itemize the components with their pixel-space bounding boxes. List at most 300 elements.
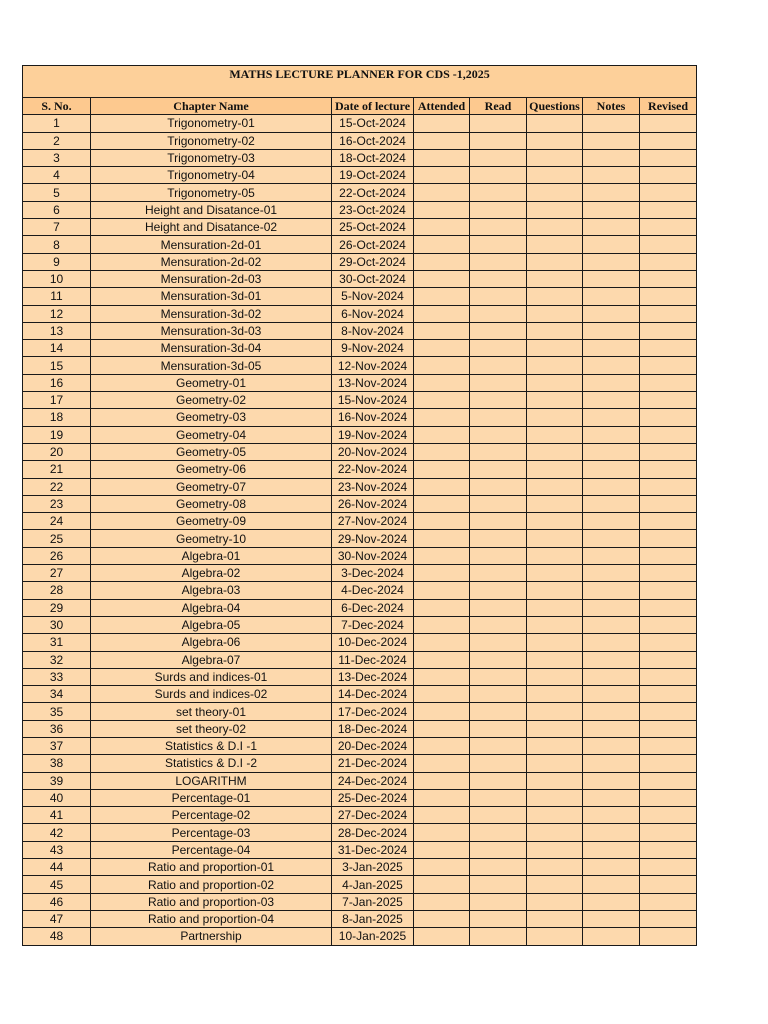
cell-questions[interactable]	[527, 288, 583, 305]
cell-read[interactable]	[470, 149, 527, 166]
cell-revised[interactable]	[640, 547, 697, 564]
cell-sno: 47	[23, 910, 91, 927]
cell-revised[interactable]	[640, 495, 697, 512]
cell-read[interactable]	[470, 737, 527, 754]
cell-read[interactable]	[470, 495, 527, 512]
cell-questions[interactable]	[527, 409, 583, 426]
cell-read[interactable]	[470, 634, 527, 651]
cell-notes[interactable]	[583, 859, 640, 876]
cell-revised[interactable]	[640, 841, 697, 858]
cell-notes[interactable]	[583, 288, 640, 305]
cell-chapter-name: Algebra-01	[91, 547, 332, 564]
cell-questions[interactable]	[527, 305, 583, 322]
cell-read[interactable]	[470, 824, 527, 841]
cell-date-of-lecture: 4-Jan-2025	[332, 876, 414, 893]
cell-attended[interactable]	[414, 357, 470, 374]
cell-notes[interactable]	[583, 530, 640, 547]
cell-sno: 15	[23, 357, 91, 374]
cell-attended[interactable]	[414, 686, 470, 703]
table-row	[23, 392, 697, 409]
cell-questions[interactable]	[527, 634, 583, 651]
cell-notes[interactable]	[583, 599, 640, 616]
cell-read[interactable]	[470, 219, 527, 236]
cell-revised[interactable]	[640, 374, 697, 391]
cell-attended[interactable]	[414, 599, 470, 616]
cell-notes[interactable]	[583, 322, 640, 339]
cell-questions[interactable]	[527, 530, 583, 547]
cell-revised[interactable]	[640, 132, 697, 149]
cell-chapter-name: Trigonometry-05	[91, 184, 332, 201]
cell-questions[interactable]	[527, 392, 583, 409]
cell-questions[interactable]	[527, 893, 583, 910]
cell-attended[interactable]	[414, 149, 470, 166]
cell-attended[interactable]	[414, 893, 470, 910]
cell-questions[interactable]	[527, 547, 583, 564]
cell-attended[interactable]	[414, 443, 470, 460]
cell-attended[interactable]	[414, 616, 470, 633]
cell-notes[interactable]	[583, 789, 640, 806]
cell-questions[interactable]	[527, 426, 583, 443]
cell-revised[interactable]	[640, 755, 697, 772]
table-row	[23, 686, 697, 703]
cell-revised[interactable]	[640, 859, 697, 876]
cell-read[interactable]	[470, 893, 527, 910]
table-row	[23, 876, 697, 893]
cell-revised[interactable]	[640, 686, 697, 703]
cell-notes[interactable]	[583, 807, 640, 824]
cell-notes[interactable]	[583, 357, 640, 374]
cell-attended[interactable]	[414, 789, 470, 806]
table-row	[23, 634, 697, 651]
cell-revised[interactable]	[640, 426, 697, 443]
cell-notes[interactable]	[583, 720, 640, 737]
cell-notes[interactable]	[583, 772, 640, 789]
cell-revised[interactable]	[640, 824, 697, 841]
cell-revised[interactable]	[640, 876, 697, 893]
cell-notes[interactable]	[583, 616, 640, 633]
cell-read[interactable]	[470, 841, 527, 858]
cell-notes[interactable]	[583, 686, 640, 703]
cell-attended[interactable]	[414, 426, 470, 443]
cell-read[interactable]	[470, 409, 527, 426]
cell-attended[interactable]	[414, 236, 470, 253]
cell-read[interactable]	[470, 392, 527, 409]
cell-questions[interactable]	[527, 115, 583, 132]
cell-revised[interactable]	[640, 167, 697, 184]
cell-revised[interactable]	[640, 910, 697, 927]
cell-date-of-lecture: 10-Jan-2025	[332, 928, 414, 945]
cell-read[interactable]	[470, 132, 527, 149]
cell-notes[interactable]	[583, 219, 640, 236]
cell-read[interactable]	[470, 720, 527, 737]
cell-date-of-lecture: 18-Dec-2024	[332, 720, 414, 737]
cell-chapter-name: set theory-01	[91, 703, 332, 720]
cell-notes[interactable]	[583, 115, 640, 132]
cell-attended[interactable]	[414, 132, 470, 149]
cell-questions[interactable]	[527, 789, 583, 806]
cell-read[interactable]	[470, 253, 527, 270]
cell-questions[interactable]	[527, 859, 583, 876]
cell-read[interactable]	[470, 184, 527, 201]
cell-chapter-name: Partnership	[91, 928, 332, 945]
table-body	[23, 115, 697, 945]
cell-sno: 39	[23, 772, 91, 789]
cell-read[interactable]	[470, 288, 527, 305]
cell-read[interactable]	[470, 115, 527, 132]
cell-notes[interactable]	[583, 409, 640, 426]
cell-read[interactable]	[470, 305, 527, 322]
cell-chapter-name: Trigonometry-01	[91, 115, 332, 132]
cell-chapter-name: Mensuration-3d-01	[91, 288, 332, 305]
cell-attended[interactable]	[414, 513, 470, 530]
cell-date-of-lecture: 20-Nov-2024	[332, 443, 414, 460]
cell-questions[interactable]	[527, 443, 583, 460]
cell-read[interactable]	[470, 703, 527, 720]
cell-attended[interactable]	[414, 737, 470, 754]
cell-revised[interactable]	[640, 270, 697, 287]
cell-date-of-lecture: 16-Nov-2024	[332, 409, 414, 426]
cell-notes[interactable]	[583, 582, 640, 599]
cell-read[interactable]	[470, 582, 527, 599]
cell-sno: 22	[23, 478, 91, 495]
cell-questions[interactable]	[527, 599, 583, 616]
cell-attended[interactable]	[414, 270, 470, 287]
cell-read[interactable]	[470, 859, 527, 876]
cell-questions[interactable]	[527, 565, 583, 582]
cell-read[interactable]	[470, 565, 527, 582]
cell-revised[interactable]	[640, 789, 697, 806]
cell-revised[interactable]	[640, 340, 697, 357]
cell-attended[interactable]	[414, 305, 470, 322]
table-row	[23, 703, 697, 720]
cell-notes[interactable]	[583, 184, 640, 201]
cell-attended[interactable]	[414, 201, 470, 218]
cell-attended[interactable]	[414, 219, 470, 236]
cell-revised[interactable]	[640, 530, 697, 547]
table-row	[23, 253, 697, 270]
cell-chapter-name: Trigonometry-03	[91, 149, 332, 166]
cell-notes[interactable]	[583, 253, 640, 270]
cell-notes[interactable]	[583, 374, 640, 391]
cell-revised[interactable]	[640, 253, 697, 270]
cell-notes[interactable]	[583, 236, 640, 253]
cell-read[interactable]	[470, 755, 527, 772]
cell-questions[interactable]	[527, 184, 583, 201]
cell-attended[interactable]	[414, 634, 470, 651]
cell-attended[interactable]	[414, 547, 470, 564]
cell-read[interactable]	[470, 270, 527, 287]
cell-attended[interactable]	[414, 876, 470, 893]
header-row	[23, 98, 697, 115]
cell-sno: 19	[23, 426, 91, 443]
cell-revised[interactable]	[640, 357, 697, 374]
cell-notes[interactable]	[583, 478, 640, 495]
cell-date-of-lecture: 8-Jan-2025	[332, 910, 414, 927]
cell-attended[interactable]	[414, 859, 470, 876]
cell-date-of-lecture: 13-Dec-2024	[332, 668, 414, 685]
cell-read[interactable]	[470, 236, 527, 253]
cell-read[interactable]	[470, 686, 527, 703]
cell-attended[interactable]	[414, 928, 470, 945]
cell-revised[interactable]	[640, 149, 697, 166]
cell-questions[interactable]	[527, 651, 583, 668]
cell-revised[interactable]	[640, 322, 697, 339]
cell-notes[interactable]	[583, 513, 640, 530]
cell-questions[interactable]	[527, 478, 583, 495]
cell-read[interactable]	[470, 928, 527, 945]
cell-read[interactable]	[470, 167, 527, 184]
cell-revised[interactable]	[640, 461, 697, 478]
cell-date-of-lecture: 3-Jan-2025	[332, 859, 414, 876]
cell-attended[interactable]	[414, 910, 470, 927]
cell-attended[interactable]	[414, 340, 470, 357]
cell-questions[interactable]	[527, 824, 583, 841]
cell-sno: 1	[23, 115, 91, 132]
cell-chapter-name: Mensuration-2d-01	[91, 236, 332, 253]
cell-notes[interactable]	[583, 634, 640, 651]
cell-questions[interactable]	[527, 616, 583, 633]
cell-revised[interactable]	[640, 616, 697, 633]
cell-revised[interactable]	[640, 582, 697, 599]
cell-attended[interactable]	[414, 374, 470, 391]
cell-read[interactable]	[470, 322, 527, 339]
cell-revised[interactable]	[640, 305, 697, 322]
cell-notes[interactable]	[583, 910, 640, 927]
cell-read[interactable]	[470, 772, 527, 789]
cell-revised[interactable]	[640, 807, 697, 824]
cell-chapter-name: Ratio and proportion-04	[91, 910, 332, 927]
cell-questions[interactable]	[527, 686, 583, 703]
cell-questions[interactable]	[527, 703, 583, 720]
cell-chapter-name: Percentage-04	[91, 841, 332, 858]
cell-notes[interactable]	[583, 443, 640, 460]
cell-notes[interactable]	[583, 149, 640, 166]
cell-notes[interactable]	[583, 565, 640, 582]
cell-chapter-name: Algebra-04	[91, 599, 332, 616]
cell-revised[interactable]	[640, 565, 697, 582]
table-row	[23, 582, 697, 599]
cell-questions[interactable]	[527, 668, 583, 685]
cell-revised[interactable]	[640, 703, 697, 720]
cell-date-of-lecture: 17-Dec-2024	[332, 703, 414, 720]
table-row	[23, 859, 697, 876]
cell-chapter-name: Statistics & D.I -1	[91, 737, 332, 754]
cell-notes[interactable]	[583, 495, 640, 512]
table-row	[23, 720, 697, 737]
cell-read[interactable]	[470, 789, 527, 806]
cell-date-of-lecture: 15-Oct-2024	[332, 115, 414, 132]
cell-notes[interactable]	[583, 340, 640, 357]
cell-notes[interactable]	[583, 737, 640, 754]
cell-read[interactable]	[470, 910, 527, 927]
cell-revised[interactable]	[640, 201, 697, 218]
cell-notes[interactable]	[583, 270, 640, 287]
cell-notes[interactable]	[583, 651, 640, 668]
cell-revised[interactable]	[640, 737, 697, 754]
cell-attended[interactable]	[414, 392, 470, 409]
cell-questions[interactable]	[527, 910, 583, 927]
cell-notes[interactable]	[583, 824, 640, 841]
cell-questions[interactable]	[527, 149, 583, 166]
cell-attended[interactable]	[414, 478, 470, 495]
cell-questions[interactable]	[527, 737, 583, 754]
cell-notes[interactable]	[583, 392, 640, 409]
cell-questions[interactable]	[527, 841, 583, 858]
cell-read[interactable]	[470, 530, 527, 547]
cell-notes[interactable]	[583, 167, 640, 184]
cell-questions[interactable]	[527, 720, 583, 737]
cell-attended[interactable]	[414, 582, 470, 599]
cell-sno: 36	[23, 720, 91, 737]
cell-revised[interactable]	[640, 288, 697, 305]
cell-read[interactable]	[470, 668, 527, 685]
cell-attended[interactable]	[414, 495, 470, 512]
cell-questions[interactable]	[527, 340, 583, 357]
cell-notes[interactable]	[583, 201, 640, 218]
cell-sno: 2	[23, 132, 91, 149]
cell-notes[interactable]	[583, 668, 640, 685]
cell-notes[interactable]	[583, 876, 640, 893]
cell-notes[interactable]	[583, 893, 640, 910]
cell-read[interactable]	[470, 426, 527, 443]
cell-read[interactable]	[470, 651, 527, 668]
cell-read[interactable]	[470, 461, 527, 478]
cell-revised[interactable]	[640, 720, 697, 737]
cell-read[interactable]	[470, 513, 527, 530]
cell-attended[interactable]	[414, 651, 470, 668]
cell-attended[interactable]	[414, 755, 470, 772]
cell-questions[interactable]	[527, 322, 583, 339]
cell-questions[interactable]	[527, 772, 583, 789]
cell-notes[interactable]	[583, 755, 640, 772]
cell-read[interactable]	[470, 616, 527, 633]
header-attended: Attended	[414, 98, 470, 115]
cell-date-of-lecture: 29-Nov-2024	[332, 530, 414, 547]
cell-revised[interactable]	[640, 443, 697, 460]
cell-attended[interactable]	[414, 841, 470, 858]
table-row	[23, 409, 697, 426]
cell-chapter-name: Ratio and proportion-03	[91, 893, 332, 910]
cell-sno: 11	[23, 288, 91, 305]
cell-revised[interactable]	[640, 478, 697, 495]
cell-attended[interactable]	[414, 703, 470, 720]
cell-revised[interactable]	[640, 668, 697, 685]
table-row	[23, 928, 697, 945]
cell-questions[interactable]	[527, 807, 583, 824]
cell-notes[interactable]	[583, 461, 640, 478]
cell-read[interactable]	[470, 876, 527, 893]
cell-notes[interactable]	[583, 132, 640, 149]
cell-questions[interactable]	[527, 876, 583, 893]
cell-read[interactable]	[470, 443, 527, 460]
cell-sno: 23	[23, 495, 91, 512]
cell-questions[interactable]	[527, 236, 583, 253]
cell-revised[interactable]	[640, 772, 697, 789]
cell-sno: 38	[23, 755, 91, 772]
cell-notes[interactable]	[583, 305, 640, 322]
cell-read[interactable]	[470, 599, 527, 616]
cell-revised[interactable]	[640, 513, 697, 530]
table-row	[23, 270, 697, 287]
cell-revised[interactable]	[640, 219, 697, 236]
cell-questions[interactable]	[527, 201, 583, 218]
cell-attended[interactable]	[414, 253, 470, 270]
cell-attended[interactable]	[414, 167, 470, 184]
table-row	[23, 824, 697, 841]
cell-questions[interactable]	[527, 374, 583, 391]
cell-questions[interactable]	[527, 167, 583, 184]
cell-revised[interactable]	[640, 651, 697, 668]
cell-read[interactable]	[470, 478, 527, 495]
cell-revised[interactable]	[640, 599, 697, 616]
cell-sno: 35	[23, 703, 91, 720]
cell-date-of-lecture: 24-Dec-2024	[332, 772, 414, 789]
cell-revised[interactable]	[640, 115, 697, 132]
cell-read[interactable]	[470, 201, 527, 218]
cell-questions[interactable]	[527, 270, 583, 287]
cell-attended[interactable]	[414, 184, 470, 201]
cell-chapter-name: Geometry-10	[91, 530, 332, 547]
cell-date-of-lecture: 6-Nov-2024	[332, 305, 414, 322]
cell-revised[interactable]	[640, 392, 697, 409]
cell-read[interactable]	[470, 547, 527, 564]
cell-questions[interactable]	[527, 461, 583, 478]
cell-attended[interactable]	[414, 720, 470, 737]
cell-questions[interactable]	[527, 928, 583, 945]
cell-attended[interactable]	[414, 322, 470, 339]
cell-questions[interactable]	[527, 495, 583, 512]
cell-read[interactable]	[470, 357, 527, 374]
cell-attended[interactable]	[414, 288, 470, 305]
cell-attended[interactable]	[414, 668, 470, 685]
cell-revised[interactable]	[640, 184, 697, 201]
cell-notes[interactable]	[583, 547, 640, 564]
cell-attended[interactable]	[414, 461, 470, 478]
cell-date-of-lecture: 9-Nov-2024	[332, 340, 414, 357]
cell-attended[interactable]	[414, 807, 470, 824]
cell-chapter-name: Trigonometry-02	[91, 132, 332, 149]
cell-attended[interactable]	[414, 115, 470, 132]
cell-attended[interactable]	[414, 565, 470, 582]
cell-notes[interactable]	[583, 703, 640, 720]
cell-attended[interactable]	[414, 824, 470, 841]
cell-revised[interactable]	[640, 634, 697, 651]
cell-notes[interactable]	[583, 928, 640, 945]
cell-questions[interactable]	[527, 132, 583, 149]
cell-attended[interactable]	[414, 530, 470, 547]
cell-revised[interactable]	[640, 236, 697, 253]
cell-questions[interactable]	[527, 253, 583, 270]
cell-questions[interactable]	[527, 219, 583, 236]
cell-notes[interactable]	[583, 426, 640, 443]
cell-chapter-name: Height and Disatance-01	[91, 201, 332, 218]
table-row	[23, 565, 697, 582]
cell-questions[interactable]	[527, 582, 583, 599]
cell-read[interactable]	[470, 374, 527, 391]
cell-revised[interactable]	[640, 893, 697, 910]
cell-questions[interactable]	[527, 513, 583, 530]
cell-notes[interactable]	[583, 841, 640, 858]
cell-read[interactable]	[470, 807, 527, 824]
cell-attended[interactable]	[414, 772, 470, 789]
cell-questions[interactable]	[527, 755, 583, 772]
cell-sno: 18	[23, 409, 91, 426]
cell-attended[interactable]	[414, 409, 470, 426]
cell-read[interactable]	[470, 340, 527, 357]
cell-revised[interactable]	[640, 409, 697, 426]
cell-revised[interactable]	[640, 928, 697, 945]
cell-questions[interactable]	[527, 357, 583, 374]
